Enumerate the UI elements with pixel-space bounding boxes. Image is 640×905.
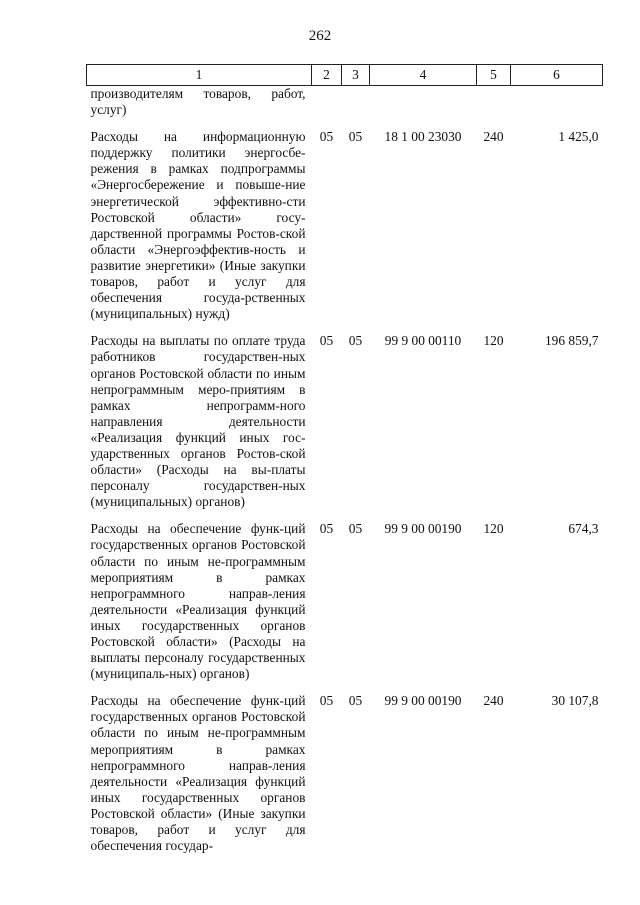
row-subsection: 05 <box>348 129 363 145</box>
row-subsection: 05 <box>348 333 363 349</box>
row-subsection: 05 <box>348 693 363 709</box>
row-description: Расходы на обеспечение функ-ций государственных органов Ростовской области по иным не-программным мероприятиям в рамках непрограммного направ-ления деятельности «Реализация функций иных государственных органов Ростовской области» (Расходы на выплаты персоналу государственных (муниципаль-ных) органов) <box>90 521 306 682</box>
table-body <box>87 86 603 855</box>
budget-table <box>86 64 603 854</box>
row-subsection: 05 <box>348 521 363 537</box>
header-col-1: 1 <box>87 65 312 86</box>
table-row <box>87 693 603 854</box>
row-amount: 674,3 <box>568 521 599 537</box>
row-target-article <box>370 86 477 130</box>
row-section: 05 <box>319 333 334 349</box>
table-row <box>87 129 603 333</box>
row-amount <box>511 86 603 130</box>
row-expense-type: 240 <box>483 693 504 709</box>
row-expense-type: 120 <box>483 333 504 349</box>
page-number: 262 <box>308 28 332 44</box>
row-description: Расходы на обеспечение функ-ций государственных органов Ростовской области по иным не-программным мероприятиям в рамках непрограммного направ-ления деятельности «Реализация функций иных государственных органов Ростовской области» (Иные закупки товаров, работ и услуг для обеспечения государ- <box>90 693 306 854</box>
row-expense-type: 120 <box>483 521 504 537</box>
header-col-2: 2 <box>312 65 342 86</box>
header-col-4: 4 <box>370 65 477 86</box>
row-section: 05 <box>319 129 334 145</box>
row-section: 05 <box>319 693 334 709</box>
row-description: Расходы на выплаты по оплате труда работников государствен-ных органов Ростовской области по иным непрограммным меро-приятиям в рамках непрограмм-ного направления деятельности «Реализация функций иных гос-ударственных органов Ростов-ской области» (Расходы на вы-платы персоналу государствен-ных (муниципальных) органов) <box>90 333 306 510</box>
row-target-article: 99 9 00 00190 <box>384 693 462 709</box>
header-row <box>87 65 603 86</box>
header-col-6: 6 <box>511 65 603 86</box>
row-description: Расходы на информационную поддержку политики энергосбе-режения в рамках подпрограммы «Энергосбережение и повыше-ние энергетической эффективно-сти Ростовской области» госу-дарственной программы Ростов-ской области «Энергоэффектив-ность и развитие энергетики» (Иные закупки товаров, работ и услуг для обеспечения госуда-рственных (муниципальных) нужд) <box>90 129 306 322</box>
row-expense-type <box>477 86 511 130</box>
row-amount: 1 425,0 <box>558 129 599 145</box>
header-col-5: 5 <box>477 65 511 86</box>
row-subsection <box>342 86 370 130</box>
table-header <box>87 65 603 86</box>
row-target-article: 18 1 00 23030 <box>384 129 462 145</box>
row-amount: 196 859,7 <box>544 333 599 349</box>
row-section: 05 <box>319 521 334 537</box>
table-row <box>87 333 603 521</box>
table-row <box>87 86 603 130</box>
row-target-article: 99 9 00 00190 <box>384 521 462 537</box>
row-description: производителям товаров, работ, услуг) <box>90 86 306 118</box>
table-row <box>87 521 603 693</box>
row-expense-type: 240 <box>483 129 504 145</box>
row-amount: 30 107,8 <box>551 693 599 709</box>
row-target-article: 99 9 00 00110 <box>384 333 462 349</box>
header-col-3: 3 <box>342 65 370 86</box>
row-section <box>312 86 342 130</box>
